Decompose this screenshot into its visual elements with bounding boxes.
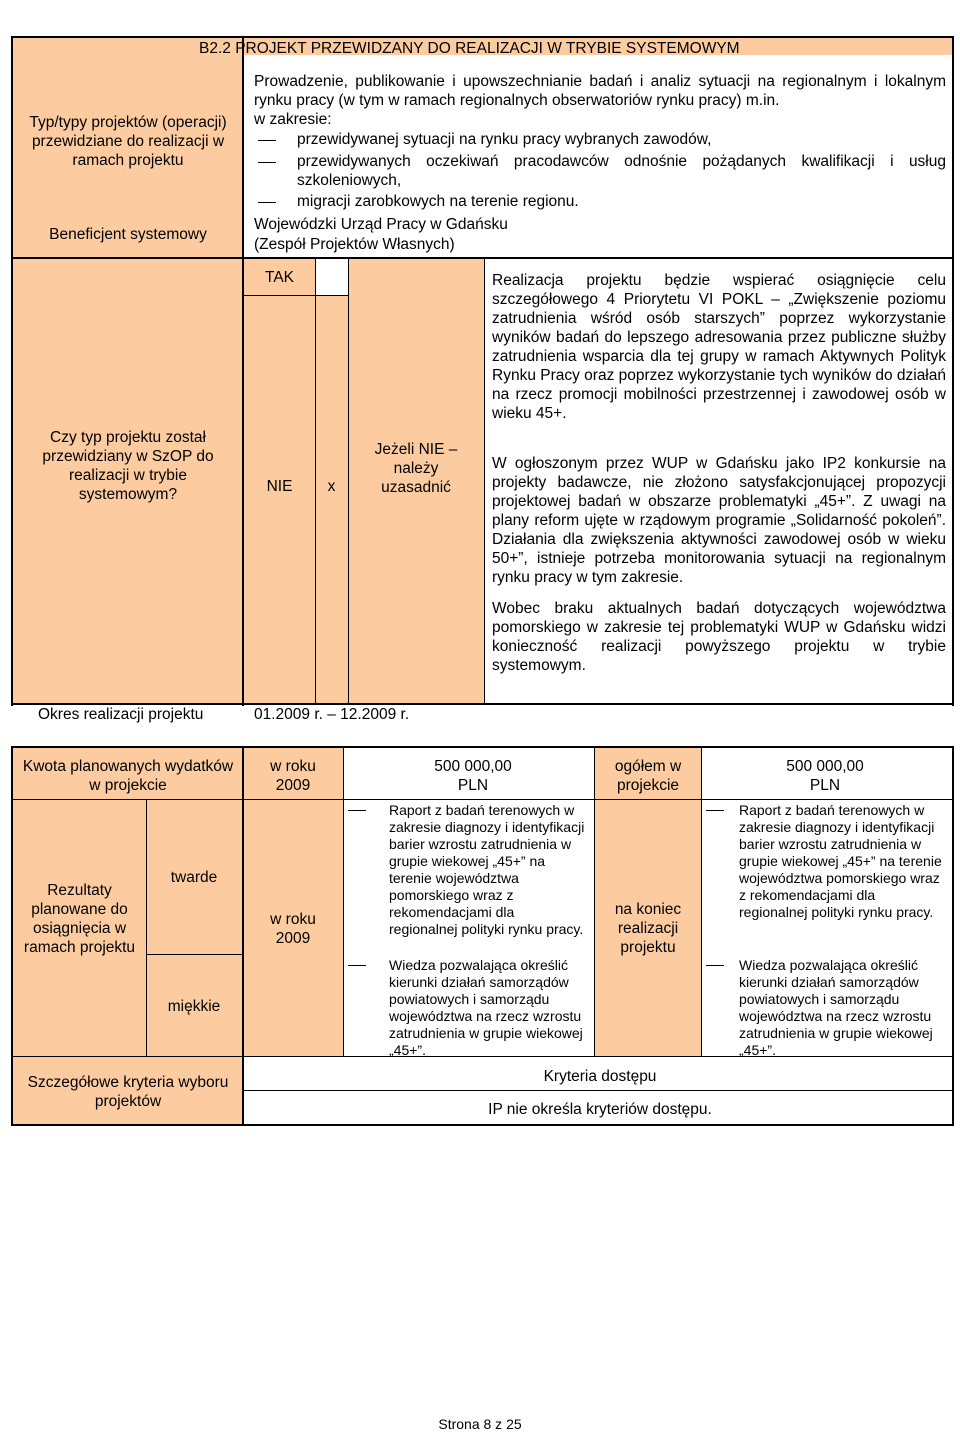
kwota-year-label: w roku 2009 — [270, 758, 316, 794]
bullet-dash — [706, 810, 724, 811]
mark-cell-bg — [315, 296, 348, 705]
uzasadnienie-paragraph: W ogłoszonym przez WUP w Gdańsku jako IP2 konkursie na projekty badawcze, nie złożono satysfakcjonującej propozycji projektowej badań w obszarze problematyki „45+”. Z uwagi na plany reform ujęte w rządowym programie „Solidarność pokoleń”. Działania dla zwiększenia aktywności zawodowej osób w wieku 50+”, istnieje potrzeba monitorowania sytuacji na regionalnym rynku pracy w tym zakresie. — [492, 455, 946, 586]
rezultat-year-item: Wiedza pozwalająca określić kierunki działań samorządów powiatowych i samorządu województwa na rzecz wzrostu zatrudnienia w grupie wiekowej „45+”. — [389, 957, 583, 1058]
czy-typ-label: Czy typ projektu został przewidziany w SzOP do realizacji w trybie systemowym? — [42, 429, 214, 503]
kryteria-dostepu-value: IP nie określa kryteriów dostępu. — [488, 1101, 712, 1118]
uzasadnienie-paragraph: Wobec braku aktualnych badań dotyczących województwa pomorskiego w zakresie tej problematyki WUP w Gdańsku widzi konieczność realizacji powyższego projektu w trybie systemowym. — [492, 600, 946, 674]
bullet-dash — [348, 810, 366, 811]
bullet-dash — [258, 140, 276, 141]
typy-label: Typ/typy projektów (operacji) przewidziane do realizacji w ramach projektu — [29, 114, 227, 169]
rezultaty-year-label: w roku 2009 — [270, 911, 316, 947]
uzasadnienie-paragraph: Realizacja projektu będzie wspierać osiągnięcie celu szczegółowego 4 Priorytetu VI POKL – „Zwiększenie poziomu zatrudnienia wśród osób starszych” poprzez wykorzystanie wyników badań do lepszego adresowania przez publiczne służby zatrudnienia wsparcia dla tej grupy w ramach Aktywnych Polityk Rynku Pracy oraz poprzez wykorzystanie tych wyników do działań na rzecz promocji mobilności przestrzennej i zawodowej osób w wieku 45+. — [492, 272, 946, 422]
kwota-label: Kwota planowanych wydatków w projekcie — [22, 758, 234, 794]
beneficjent-name: Wojewódzki Urząd Pracy w Gdańsku — [254, 216, 508, 233]
bullet-item: migracji zarobkowych na terenie regionu. — [297, 193, 579, 210]
rezultaty-end-label: na koniec realizacji projektu — [614, 901, 682, 956]
page-number: Strona 8 z 25 — [438, 1416, 522, 1432]
rezultat-end-item: Wiedza pozwalająca określić kierunki działań samorządów powiatowych i samorządu województwa na rzecz wzrostu zatrudnienia w grupie wiekowej „45+”. — [739, 957, 933, 1058]
rezultat-end-item: Raport z badań terenowych w zakresie diagnozy i identyfikacji barier wzrostu zatrudnienia w grupie wiekowej „45+” na terenie województwa pomorskiego wraz z rekomendacjami dla regionalnej polityki rynku pracy. — [739, 802, 942, 920]
kwota-total-amount: 500 000,00 PLN — [786, 758, 864, 794]
zakres-label: w zakresie: — [254, 111, 332, 128]
okres-label: Okres realizacji projektu — [38, 706, 204, 723]
bullet-dash — [706, 965, 724, 966]
kryteria-wyboru-label: Szczegółowe kryteria wyboru projektów — [27, 1074, 229, 1110]
nie-mark: x — [327, 478, 336, 495]
bullet-dash — [258, 162, 276, 163]
bullet-item: przewidywanej sytuacji na rynku pracy wybranych zawodów, — [297, 131, 712, 148]
kwota-total-label: ogółem w projekcie — [614, 758, 682, 794]
kwota-year-amount: 500 000,00 PLN — [434, 758, 512, 794]
tak-label: TAK — [265, 269, 294, 286]
bullet-dash — [348, 965, 366, 966]
nie-label: NIE — [266, 478, 293, 495]
jezeli-nie-label: Jeżeli NIE – należy uzasadnić — [374, 441, 458, 496]
beneficjent-label: Beneficjent systemowy — [49, 226, 207, 243]
rezultat-year-item: Raport z badań terenowych w zakresie diagnozy i identyfikacji barier wzrostu zatrudnienia w grupie wiekowej „45+” na terenie województwa pomorskiego wraz z rekomendacjami dla regionalnej polityki rynku pracy. — [389, 802, 585, 937]
projekt-intro: Prowadzenie, publikowanie i upowszechnianie badań i analiz sytuacji na regionalnym i lokalnym rynku pracy (w tym w ramach regionalnych obserwatoriów rynku pracy) m.in. — [254, 73, 946, 109]
bullet-dash — [258, 202, 276, 203]
beneficjent-subunit: (Zespół Projektów Własnych) — [254, 236, 455, 253]
twarde-label: twarde — [170, 869, 218, 886]
miekkie-label: miękkie — [167, 998, 221, 1015]
section-title: B2.2 PROJEKT PRZEWIDZANY DO REALIZACJI W TRYBIE SYSTEMOWYM — [199, 40, 740, 57]
bullet-item: przewidywanych oczekiwań pracodawców odnośnie pożądanych kwalifikacji i usług szkoleniowych, — [297, 153, 946, 189]
rezultaty-label: Rezultaty planowane do osiągnięcia w ramach projektu — [23, 882, 136, 956]
okres-value: 01.2009 r. – 12.2009 r. — [254, 706, 410, 723]
kryteria-dostepu-title: Kryteria dostępu — [543, 1068, 657, 1085]
